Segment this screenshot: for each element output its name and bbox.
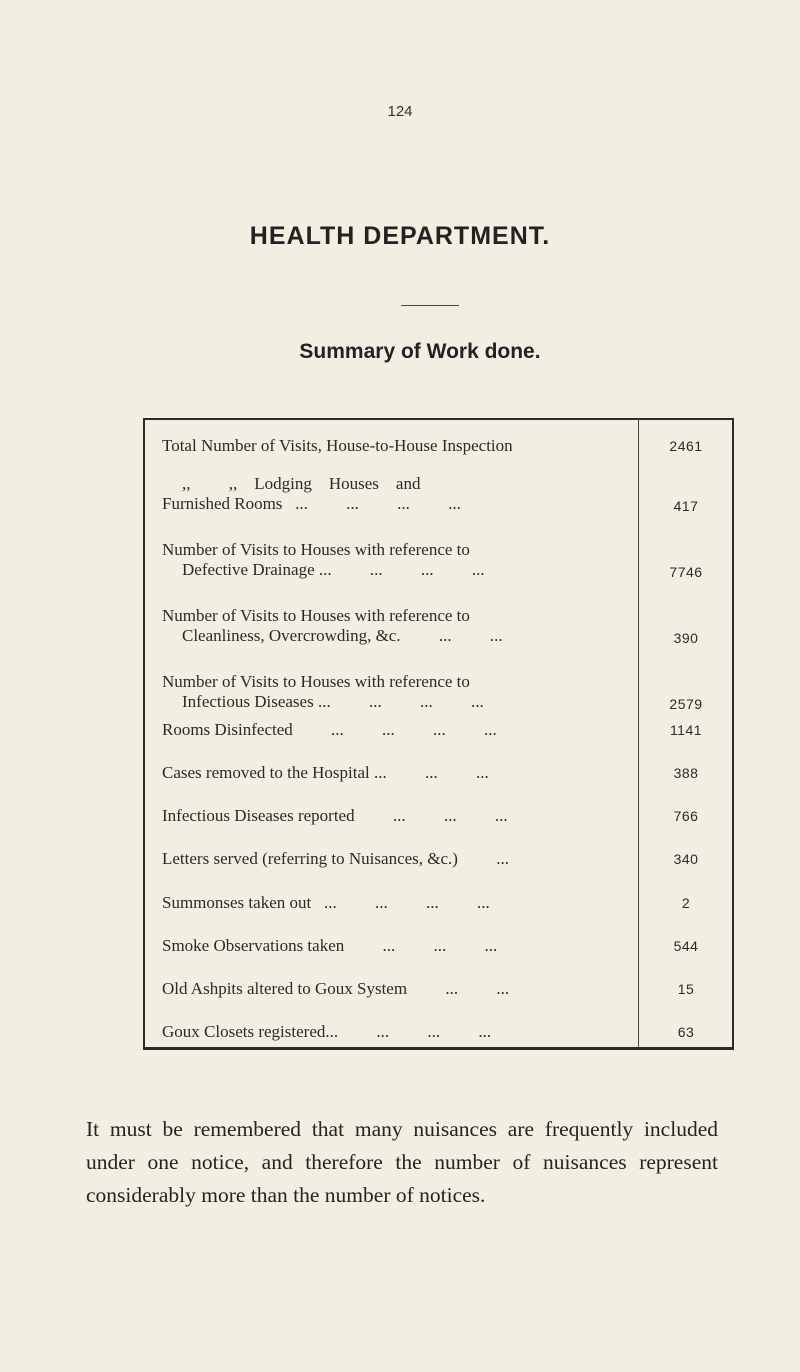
row-value: 2461 — [669, 438, 703, 454]
table-border-left — [143, 418, 145, 1048]
row-label — [162, 936, 628, 956]
row-label-line: Defective Drainage ... ... ... ... — [182, 560, 485, 579]
row-label — [162, 540, 628, 580]
row-label — [162, 1022, 628, 1042]
row-label-line: Number of Visits to Houses with reference to — [162, 672, 470, 691]
row-value: 766 — [673, 808, 699, 824]
row-label — [162, 893, 628, 913]
table-border-top — [143, 418, 734, 420]
row-label-line: Number of Visits to Houses with reference to — [162, 540, 470, 559]
row-value: 2 — [681, 895, 691, 911]
row-label-line: ,, ,, Lodging Houses and — [182, 474, 421, 493]
row-label — [162, 606, 628, 646]
row-value: 2579 — [669, 696, 703, 712]
row-label — [162, 672, 628, 712]
row-label-line: Infectious Diseases ... ... ... ... — [182, 692, 484, 711]
row-label-line: Old Ashpits altered to Goux System ... ... — [162, 979, 510, 998]
row-label — [162, 849, 628, 869]
row-label — [162, 979, 628, 999]
row-value: 15 — [677, 981, 695, 997]
row-value: 7746 — [669, 564, 703, 580]
row-value: 1141 — [669, 722, 703, 738]
row-label — [162, 806, 628, 826]
row-value: 417 — [673, 498, 699, 514]
row-label-line: Summonses taken out ... ... ... ... — [162, 893, 490, 912]
row-label-line: Number of Visits to Houses with reference to — [162, 606, 470, 625]
row-label-line: Goux Closets registered... ... ... ... — [162, 1022, 492, 1041]
row-value: 63 — [677, 1024, 695, 1040]
table-column-divider — [638, 418, 639, 1048]
row-label — [162, 474, 628, 514]
title-divider — [401, 305, 459, 306]
row-label-line: Letters served (referring to Nuisances, &c.) ... — [162, 849, 509, 868]
section-subtitle: Summary of Work done. — [299, 340, 541, 363]
row-label-line: Infectious Diseases reported ... ... ... — [162, 806, 508, 825]
row-label-line: Furnished Rooms ... ... ... ... — [162, 494, 461, 513]
row-value: 388 — [673, 765, 699, 781]
page-title: HEALTH DEPARTMENT. — [249, 222, 551, 250]
table-border-bottom — [143, 1047, 734, 1050]
row-value: 544 — [673, 938, 699, 954]
row-label-line: Cases removed to the Hospital ... ... ... — [162, 763, 489, 782]
row-label — [162, 763, 628, 783]
footnote-paragraph: It must be remembered that many nuisances are frequently included under one notice, and therefore the number of nuisances represent considerably more than the number of notices. — [86, 1116, 718, 1207]
page-number: 124 — [387, 103, 413, 120]
row-label-line: Smoke Observations taken ... ... ... — [162, 936, 498, 955]
row-label-line: Rooms Disinfected ... ... ... ... — [162, 720, 497, 739]
row-value: 340 — [673, 851, 699, 867]
row-label-line: Total Number of Visits, House-to-House Inspection — [162, 436, 513, 455]
row-value: 390 — [673, 630, 699, 646]
row-label — [162, 720, 628, 740]
row-label-line: Cleanliness, Overcrowding, &c. ... ... — [182, 626, 503, 645]
row-label — [162, 436, 628, 456]
table-border-right — [732, 418, 734, 1048]
